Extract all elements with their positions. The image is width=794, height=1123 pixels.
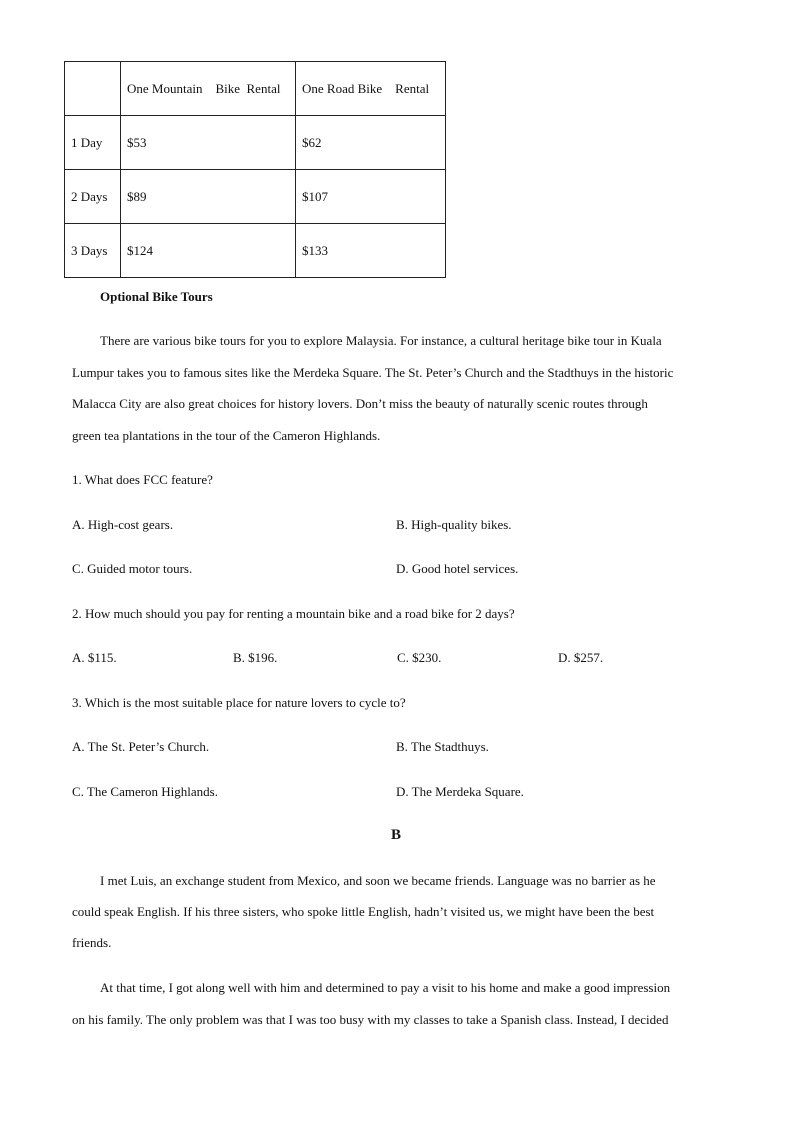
table-header-cell <box>65 62 121 116</box>
paragraph-line: Malacca City are also great choices for history lovers. Don’t miss the beauty of naturally scenic routes through <box>72 396 648 411</box>
paragraph-line: friends. <box>72 935 112 950</box>
answer-option: B. $196. <box>233 650 278 665</box>
table-cell: $89 <box>121 170 296 224</box>
table-header-row <box>65 62 446 116</box>
answer-option: B. High-quality bikes. <box>396 517 512 532</box>
table-cell: 1 Day <box>65 116 121 170</box>
table-cell: 2 Days <box>65 170 121 224</box>
paragraph-line: There are various bike tours for you to explore Malaysia. For instance, a cultural heritage bike tour in Kuala <box>100 333 662 348</box>
answer-option: D. Good hotel services. <box>396 561 519 576</box>
answer-option: B. The Stadthuys. <box>396 739 489 754</box>
answer-option: A. The St. Peter’s Church. <box>72 739 210 754</box>
answer-option: D. The Merdeka Square. <box>396 784 524 799</box>
table-header-cell: One Mountain Bike Rental <box>121 62 296 116</box>
table-cell: $124 <box>121 224 296 278</box>
answer-option: A. $115. <box>72 650 117 665</box>
paragraph-line: could speak English. If his three sisters, who spoke little English, hadn’t visited us, we might have been the best <box>72 904 655 919</box>
paragraph-line: green tea plantations in the tour of the Cameron Highlands. <box>72 428 381 443</box>
answer-option: C. The Cameron Highlands. <box>72 784 218 799</box>
answer-option: D. $257. <box>558 650 604 665</box>
table-cell: $62 <box>296 116 446 170</box>
answer-option: A. High-cost gears. <box>72 517 174 532</box>
answer-option: C. $230. <box>397 650 442 665</box>
section-label: B <box>391 827 402 843</box>
paragraph-line: I met Luis, an exchange student from Mexico, and soon we became friends. Language was no barrier as he <box>100 873 656 888</box>
table-header-cell: One Road Bike Rental <box>296 62 446 116</box>
question-text: 2. How much should you pay for renting a mountain bike and a road bike for 2 days? <box>72 606 515 621</box>
section-heading: Optional Bike Tours <box>100 289 213 304</box>
table-cell: $53 <box>121 116 296 170</box>
paragraph-line: on his family. The only problem was that I was too busy with my classes to take a Spanish class. Instead, I decided <box>72 1012 669 1027</box>
table-row <box>65 170 446 224</box>
table-row <box>65 224 446 278</box>
answer-option: C. Guided motor tours. <box>72 561 193 576</box>
question-text: 1. What does FCC feature? <box>72 472 213 487</box>
table-cell: 3 Days <box>65 224 121 278</box>
table-cell: $133 <box>296 224 446 278</box>
table-row <box>65 116 446 170</box>
paragraph-line: At that time, I got along well with him and determined to pay a visit to his home and make a good impression <box>100 980 671 995</box>
question-text: 3. Which is the most suitable place for nature lovers to cycle to? <box>72 695 406 710</box>
rental-price-table <box>64 61 446 278</box>
paragraph-line: Lumpur takes you to famous sites like the Merdeka Square. The St. Peter’s Church and the Stadthuys in the historic <box>72 365 674 380</box>
table-cell: $107 <box>296 170 446 224</box>
